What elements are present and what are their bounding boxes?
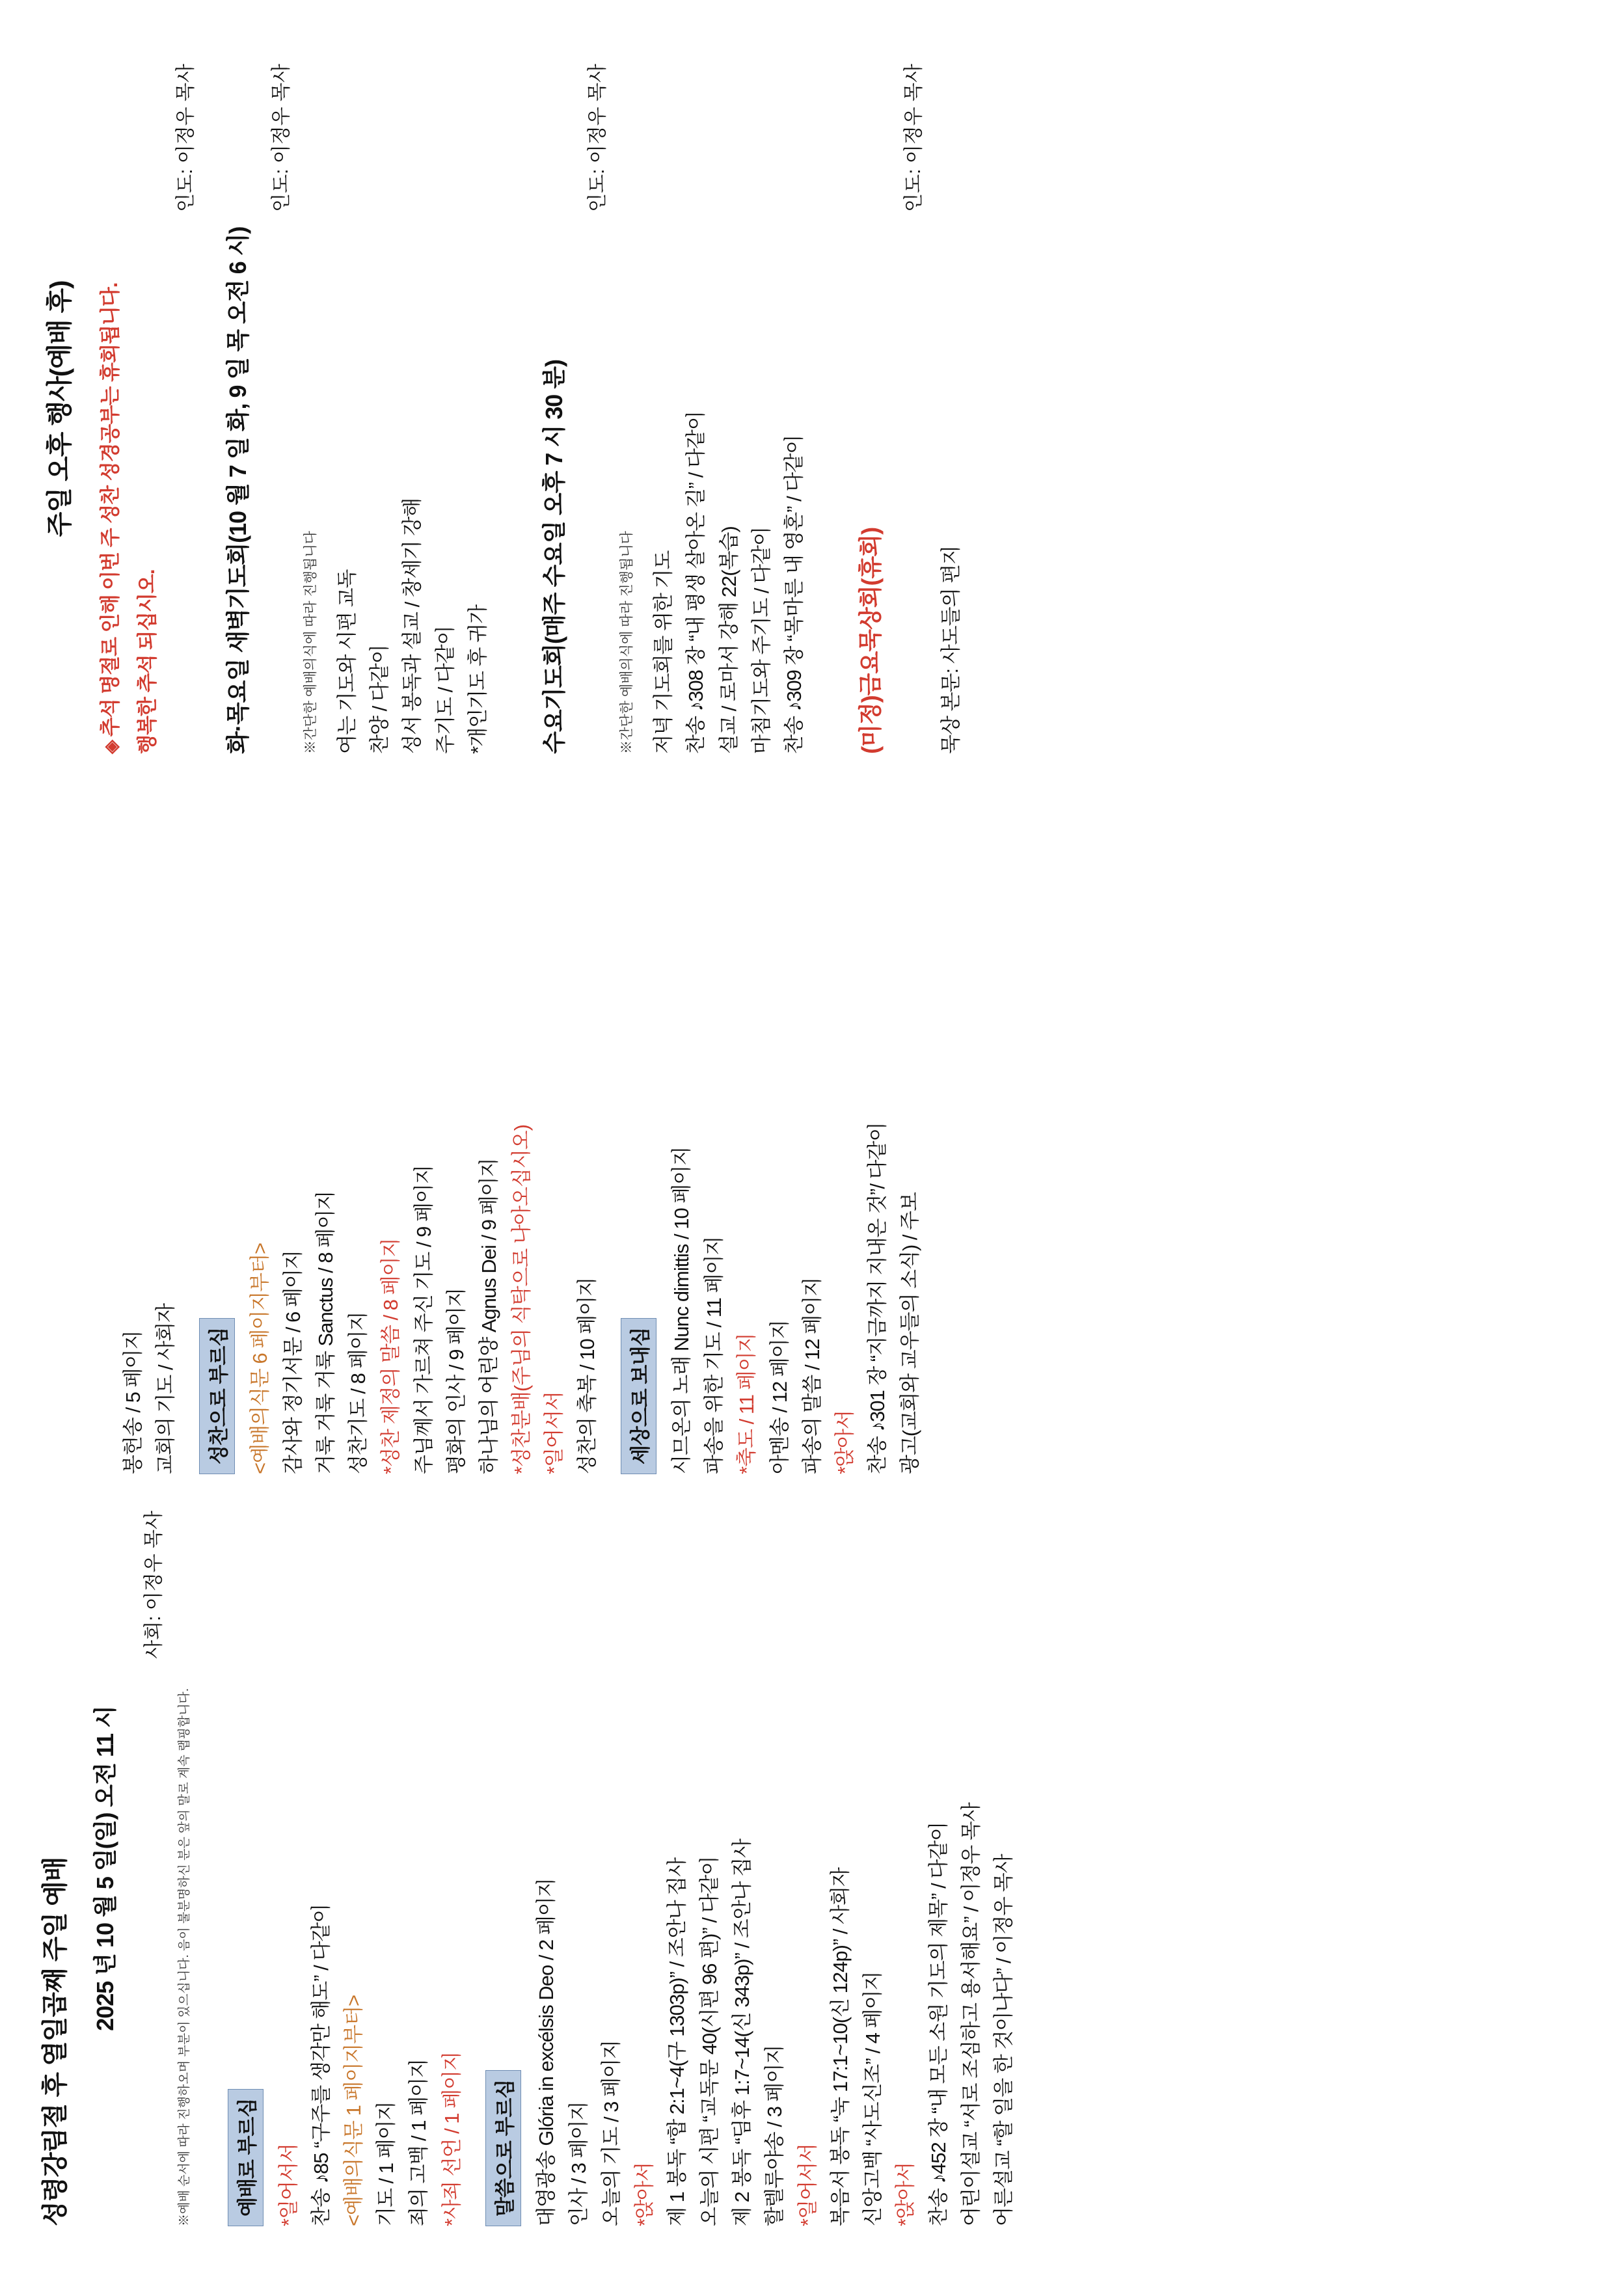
order-line: 할렐루야송 / 3 페이지 xyxy=(763,2045,787,2226)
order-line: 신앙고백 “사도신조” / 4 페이지 xyxy=(861,1971,885,2226)
order-line: 오늘의 시편 “교독문 40(시편 96 편)” / 다같이 xyxy=(698,1856,721,2226)
block-note: ※간단한 예배의식에 따라 진행됩니다 xyxy=(303,531,318,754)
block-title-friday-meditation: (미정)금요묵상회(휴회) xyxy=(857,527,884,754)
column-worship-order-part2 xyxy=(39,772,1585,1492)
order-line: <예배의식문 6 페이지부터> xyxy=(249,1243,272,1474)
order-line: 인사 / 3 페이지 xyxy=(567,2101,591,2226)
order-line: 성찬의 축복 / 10 페이지 xyxy=(575,1277,599,1474)
afternoon-events-title: 주일 오후 행사(예배 후) xyxy=(46,280,74,537)
order-line: 거룩 거룩 거룩 Sanctus / 8 페이지 xyxy=(314,1191,337,1474)
order-line: *성찬분배(주님의 식탁으로 나아오십시오) xyxy=(510,1124,534,1474)
order-line: *앉아서 xyxy=(894,2162,917,2226)
order-line: 설교 / 로마서 강해 22(복습) xyxy=(717,526,740,754)
section-heading-call-to-worship: 예배로 부르심 xyxy=(228,2089,264,2226)
order-line: 파송의 말씀 / 12 페이지 xyxy=(800,1277,824,1474)
notice-line-2: 행복한 추석 되십시오. xyxy=(135,569,159,754)
order-line: 성서 봉독과 설교 / 창세기 강해 xyxy=(401,498,424,754)
order-line: *일어서서 xyxy=(543,1392,566,1474)
block-note: ※간단한 예배의식에 따라 진행됩니다 xyxy=(619,531,635,754)
service-datetime: 2025 년 10 월 5 일(일) 오전 11 시 xyxy=(92,1706,118,2031)
order-line: 찬송 ♪85 “구주를 생각만 해도” / 다같이 xyxy=(309,1904,332,2226)
block-title-dawn-prayer: 화·목요일 새벽기도회(10 월 7 일 화, 9 일 목 오전 6 시) xyxy=(224,226,251,754)
notice-block xyxy=(96,64,126,754)
order-line: *축도 / 11 페이지 xyxy=(735,1333,759,1474)
order-line: <예배의식문 1 페이지부터> xyxy=(342,1995,366,2226)
order-line: 찬송 ♪309 장 “목마른 내 영혼” / 다같이 xyxy=(782,435,805,754)
order-line: 찬송 ♪301 장 “지금까지 지내온 것”/ 다같이 xyxy=(866,1122,889,1474)
order-line: 제 1 봉독 “합 2:1~4(구 1303p)” / 조안나 집사 xyxy=(665,1857,688,2226)
order-line: 찬송 ♪452 장 “내 모든 소원 기도의 제목” / 다같이 xyxy=(927,1822,950,2226)
presider-label: 사회: 이정우 목사 xyxy=(143,1510,165,1659)
order-line: 광고(교회와 교우들의 소식) / 주보 xyxy=(899,1192,922,1474)
order-line: *성찬 제정의 말씀 / 8 페이지 xyxy=(379,1238,403,1474)
order-line: 감사와 정기서문 / 6 페이지 xyxy=(281,1250,304,1474)
block-leader: 인도: 이정우 목사 xyxy=(271,64,292,212)
order-line: 저녁 기도회를 위한 기도 xyxy=(652,550,675,754)
order-line: *앉아서 xyxy=(833,1410,856,1474)
page-title: 성령강림절 후 열일곱째 주일 예배 xyxy=(41,1857,70,2226)
order-line: 묵상 본문: 사도들의 편지 xyxy=(940,545,963,754)
order-line: 찬양 / 다같이 xyxy=(368,645,392,754)
order-line: 주기도 / 다같이 xyxy=(433,626,457,754)
order-line: 어린이설교 “서로 조심하고 용서해요” / 이정우 목사 xyxy=(959,1803,982,2226)
order-line: 평화의 인사 / 9 페이지 xyxy=(444,1288,468,1474)
column-worship-order-part1 xyxy=(39,1492,1585,2244)
order-line: 시므온의 노래 Nunc dimittis / 10 페이지 xyxy=(670,1146,693,1474)
notice-line: 추석 명절로 인해 이번 주 성찬 성경공부는 휴회됩니다. xyxy=(99,282,122,737)
order-line: 하나님의 어린양 Agnus Dei / 9 페이지 xyxy=(477,1158,500,1474)
section-heading-call-to-communion: 성찬으로 부르심 xyxy=(199,1318,235,1474)
order-line: 성찬기도 / 8 페이지 xyxy=(347,1312,370,1474)
order-line: 대영광송 Glória in excélsis Deo / 2 페이지 xyxy=(534,1878,558,2226)
order-line: 주님께서 가르쳐 주신 기도 / 9 페이지 xyxy=(412,1165,435,1474)
order-line: 어른설교 “할 일을 한 것이나다” / 이정우 목사 xyxy=(992,1854,1015,2226)
order-line: *사죄 선언 / 1 페이지 xyxy=(440,2052,463,2226)
order-line: 찬송 ♪308 장 “내 평생 살아온 길” / 다같이 xyxy=(684,411,708,754)
order-line: *개인기도 후 귀가 xyxy=(466,604,489,754)
block-leader: 인도: 이정우 목사 xyxy=(587,64,609,212)
order-line: 아멘송 / 12 페이지 xyxy=(768,1320,791,1474)
order-line: 봉헌송 / 5 페이지 xyxy=(122,1330,144,1474)
block-title-wednesday-prayer: 수요기도회(매주 수요일 오후 7 시 30 분) xyxy=(541,359,568,754)
order-line: *일어서서 xyxy=(277,2144,300,2226)
order-line: *앉아서 xyxy=(632,2162,656,2226)
order-line: 기도 / 1 페이지 xyxy=(375,2101,398,2226)
diamond-icon: ◈ xyxy=(101,740,121,754)
intro-note: ※예배 순서에 따라 진행하오며 부분이 있으십니다. 음이 불분명하신 분은 앞의 말로 계속 랩핑합니다. xyxy=(178,1688,191,2226)
order-line: 여는 기도와 시편 교독 xyxy=(336,569,359,754)
leader-label: 인도: 이정우 목사 xyxy=(175,64,196,212)
order-line: *일어서서 xyxy=(796,2144,819,2226)
order-line: 교회의 기도 / 사회자 xyxy=(154,1303,178,1474)
order-line: 복음서 봉독 “눅 17:1~10(신 124p)” / 사회자 xyxy=(828,1868,852,2226)
section-heading-call-to-word: 말씀으로 부르심 xyxy=(485,2070,521,2226)
order-line: 죄의 고백 / 1 페이지 xyxy=(407,2059,431,2226)
block-leader: 인도: 이정우 목사 xyxy=(903,64,925,212)
column-announcements xyxy=(39,46,1585,772)
order-line: 오늘의 기도 / 3 페이지 xyxy=(600,2040,623,2226)
section-heading-sending-to-world: 세상으로 보내심 xyxy=(621,1318,656,1474)
order-line: 마침기도와 주기도 / 다같이 xyxy=(750,527,773,754)
order-line: 제 2 봉독 “딤후 1:7~14(신 343p)” / 조안나 집사 xyxy=(731,1839,754,2226)
order-line: 파송을 위한 기도 / 11 페이지 xyxy=(703,1236,726,1474)
